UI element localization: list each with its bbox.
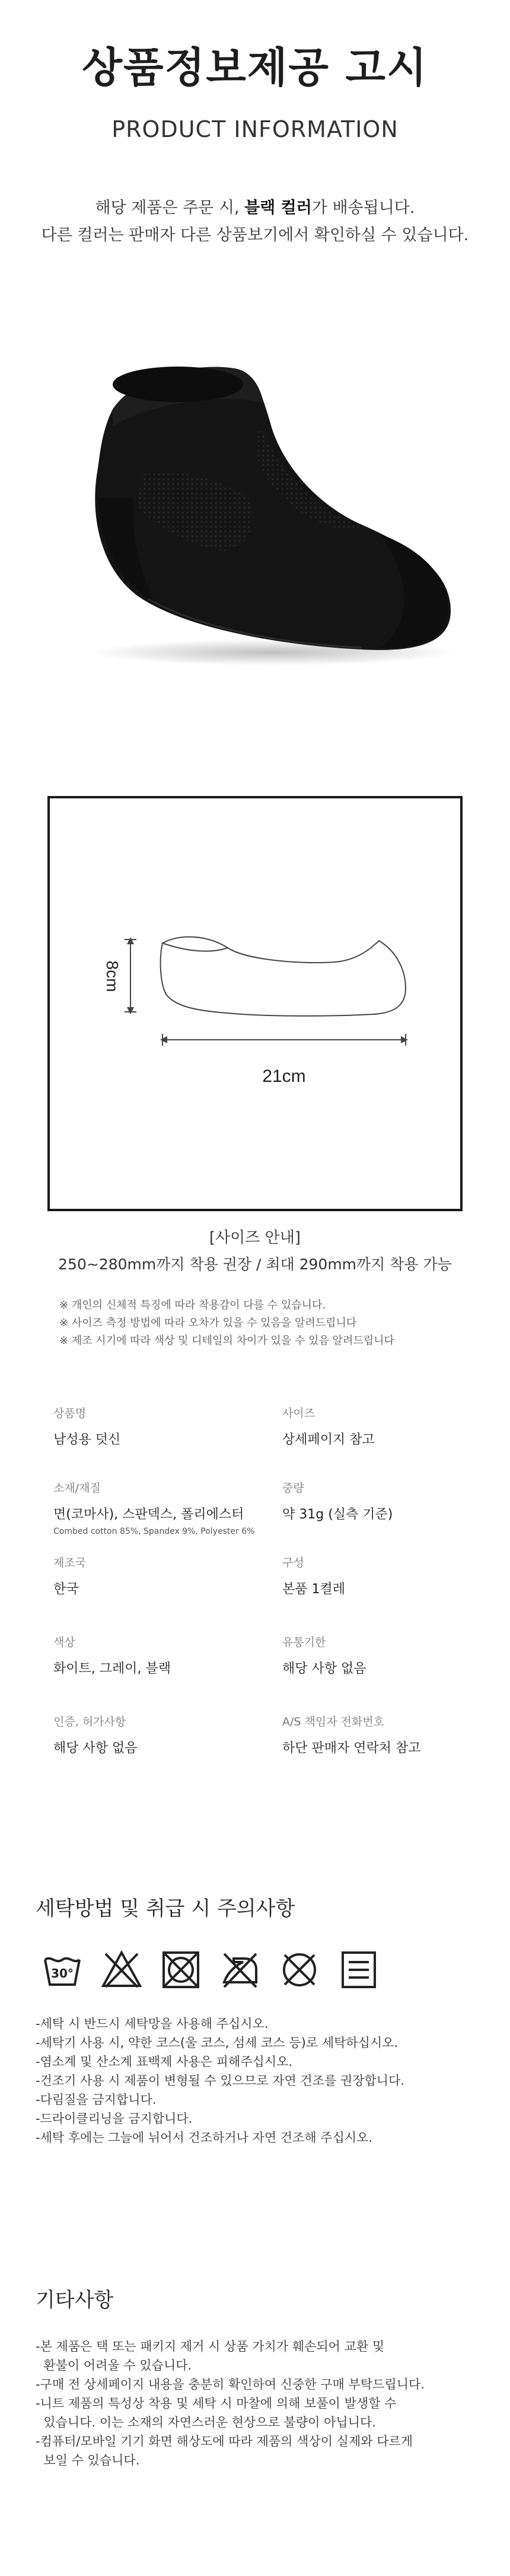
other-note: -컴퓨터/모바일 기기 화면 해상도에 따라 제품의 색상이 실제와 다르게 xyxy=(36,2434,413,2448)
dry-flat-icon xyxy=(338,1949,380,1991)
other-note: 있습니다. 이는 소재의 자연스러운 현상으로 불량이 아닙니다. xyxy=(36,2415,376,2429)
laundry-instruction: -드라이클리닝을 금지합니다. xyxy=(36,2112,193,2126)
product-image xyxy=(0,320,510,700)
other-note: 보일 수 있습니다. xyxy=(36,2453,140,2467)
laundry-instruction: -다림질을 금지합니다. xyxy=(36,2093,157,2107)
spec-label-certification: 인증, 허가사항 xyxy=(53,1715,126,1728)
laundry-instruction: -염소계 및 산소계 표백제 사용은 피해주십시오. xyxy=(36,2055,293,2069)
spec-label-size: 사이즈 xyxy=(282,1407,315,1420)
no-dry-clean-icon xyxy=(279,1949,320,1991)
wash-temp: 30° xyxy=(51,1966,74,1980)
sock-outline xyxy=(161,937,406,1016)
spec-label-composition: 구성 xyxy=(282,1556,304,1569)
other-note: 환불이 어려울 수 있습니다. xyxy=(36,2358,192,2373)
spec-material-composition: Combed cotton 85%, Spandex 9%, Polyester 6% xyxy=(53,1527,255,1536)
spec-value-expiry: 해당 사항 없음 xyxy=(282,1661,366,1676)
spec-value-material: 면(코마사), 스판덱스, 폴리에스터 xyxy=(53,1507,244,1522)
size-diagram-drawing xyxy=(50,798,460,1209)
other-note: -본 제품은 택 또는 패키지 제거 시 상품 가치가 훼손되어 교환 및 xyxy=(36,2339,385,2354)
spec-label-weight: 중량 xyxy=(282,1482,304,1495)
no-iron-icon xyxy=(219,1949,261,1991)
spec-label-origin: 제조국 xyxy=(53,1556,87,1569)
spec-value-color: 화이트, 그레이, 블랙 xyxy=(53,1661,171,1676)
no-tumble-dry-icon xyxy=(160,1949,202,1991)
other-section-title: 기타사항 xyxy=(36,2288,114,2312)
size-guide-desc: 250~280mm까지 착용 권장 / 최대 290mm까지 착용 가능 xyxy=(58,1256,452,1273)
spec-value-weight: 약 31g (실측 기준) xyxy=(282,1507,393,1522)
spec-value-certification: 해당 사항 없음 xyxy=(53,1741,138,1756)
highlight-color: 블랙 컬러 xyxy=(244,199,312,217)
spec-value-size: 상세페이지 참고 xyxy=(282,1432,375,1447)
notice-line-1: 해당 제품은 주문 시, 블랙 컬러가 배송됩니다. xyxy=(95,199,415,217)
size-guide-title: [사이즈 안내] xyxy=(209,1229,301,1247)
laundry-instruction: -건조기 사용 시 제품이 변형될 수 있으므로 자연 건조를 권장합니다. xyxy=(36,2074,405,2088)
spec-label-color: 색상 xyxy=(53,1636,75,1649)
laundry-instruction: -세탁 시 반드시 세탁망을 사용해 주십시오. xyxy=(36,2017,269,2031)
other-note: -니트 제품의 특성상 착용 및 세탁 시 마찰에 의해 보풀이 발생할 수 xyxy=(36,2396,397,2411)
wash-30-icon xyxy=(42,1949,83,1991)
spec-value-as-contact: 하단 판매자 연락처 참고 xyxy=(282,1741,421,1756)
other-note: -구매 전 상세페이지 내용을 충분히 확인하여 신중한 구매 부탁드립니다. xyxy=(36,2377,425,2392)
width-label: 21cm xyxy=(262,1066,306,1086)
laundry-instruction: -세탁 후에는 그늘에 뉘어서 건조하거나 자연 건조해 주십시오. xyxy=(36,2131,373,2145)
notice-line-2: 다른 컬러는 판매자 다른 상품보기에서 확인하실 수 있습니다. xyxy=(41,226,469,244)
color-notice xyxy=(0,195,510,249)
size-note: ※ 제조 시기에 따라 색상 및 디테일의 차이가 있을 수 있음 알려드립니다 xyxy=(59,1335,394,1347)
size-note: ※ 사이즈 측정 방법에 따라 오차가 있을 수 있음을 알려드립니다 xyxy=(59,1317,357,1329)
spec-label-as-contact: A/S 책임자 전화번호 xyxy=(282,1715,385,1728)
spec-value-composition: 본품 1켤레 xyxy=(282,1582,345,1597)
page-subtitle: PRODUCT INFORMATION xyxy=(111,116,399,142)
spec-value-origin: 한국 xyxy=(53,1582,79,1597)
spec-label-expiry: 유통기한 xyxy=(282,1636,326,1649)
laundry-instruction: -세탁기 사용 시, 약한 코스(울 코스, 섬세 코스 등)로 세탁하십시오. xyxy=(36,2036,399,2050)
page-title: 상품정보제공 고시 xyxy=(82,43,428,92)
laundry-section-title: 세탁방법 및 취급 시 주의사항 xyxy=(36,1897,295,1921)
size-note: ※ 개인의 신체적 특징에 따라 착용감이 다를 수 있습니다. xyxy=(59,1299,326,1311)
size-diagram xyxy=(47,796,463,1211)
height-label: 8cm xyxy=(103,960,122,992)
spec-label-material: 소재/재질 xyxy=(53,1482,101,1495)
spec-label-product-name: 상품명 xyxy=(53,1407,87,1420)
no-bleach-icon xyxy=(101,1949,142,1991)
spec-value-product-name: 남성용 덧신 xyxy=(53,1432,121,1447)
